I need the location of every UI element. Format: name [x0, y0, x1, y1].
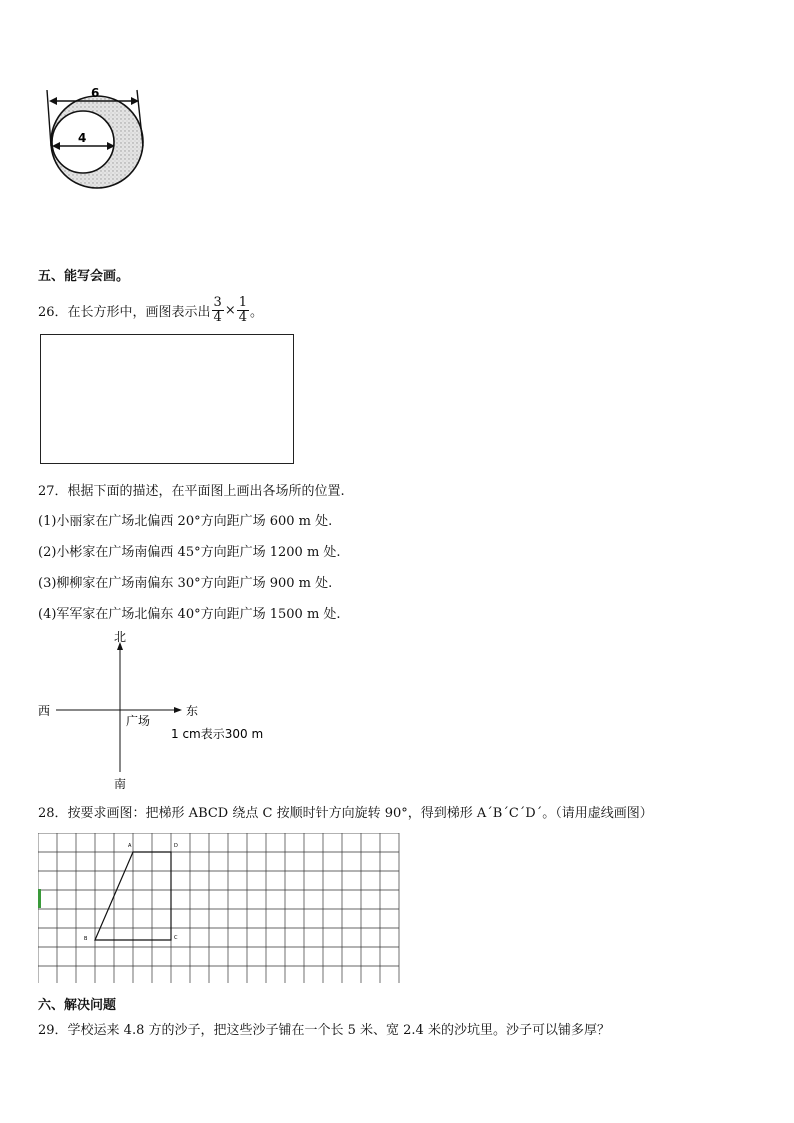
east-arrow-head	[174, 707, 182, 713]
north-label: 北	[114, 630, 127, 644]
fraction-denominator: 4	[238, 310, 248, 325]
q27-item-2: (2)小彬家在广场南偏西 45°方向距广场 1200 m 处.	[38, 545, 341, 560]
fraction-1-4	[237, 296, 249, 325]
question-28-title: 28．按要求画图：把梯形 ABCD 绕点 C 按顺时针方向旋转 90°，得到梯形 A´B´C´D´。（请用虚线画图）	[38, 806, 653, 821]
q26-suffix: 。	[250, 305, 264, 320]
outer-diameter-label: 6	[91, 86, 100, 100]
question-26	[38, 296, 263, 325]
south-label: 南	[114, 777, 127, 791]
point-c-label: C	[174, 935, 178, 941]
question-29: 29．学校运来 4.8 方的沙子，把这些沙子铺在一个长 5 米、宽 2.4 米的沙坑里。沙子可以铺多厚？	[38, 1023, 610, 1038]
compass-diagram	[30, 628, 270, 794]
times-sign: ×	[224, 303, 236, 318]
q27-item-3: (3)柳柳家在广场南偏东 30°方向距广场 900 m 处.	[38, 576, 333, 591]
fraction-3-4	[212, 296, 224, 325]
point-d-label: D	[174, 843, 178, 849]
outer-arrow-left-head	[49, 97, 57, 105]
inner-diameter-label: 4	[78, 131, 87, 145]
question-27-title: 27．根据下面的描述，在平面图上画出各场所的位置.	[38, 484, 345, 499]
ring-figure	[40, 82, 160, 204]
grid-lines	[38, 833, 399, 983]
point-a-label: A	[128, 843, 132, 849]
q27-item-1: (1)小丽家在广场北偏西 20°方向距广场 600 m 处.	[38, 514, 333, 529]
q26-prefix: 26．在长方形中，画图表示出	[38, 305, 211, 320]
fraction-denominator: 4	[213, 310, 222, 325]
q27-item-4: (4)军军家在广场北偏东 40°方向距广场 1500 m 处.	[38, 607, 341, 622]
grid-highlight-cell	[38, 889, 41, 908]
outer-vertical-left	[47, 90, 51, 146]
plaza-label: 广场	[126, 714, 151, 728]
fraction-numerator: 1	[238, 295, 248, 310]
scale-label: 1 cm表示300 m	[171, 727, 264, 741]
section-5-title: 五、能写会画。	[38, 269, 130, 284]
fraction-numerator: 3	[213, 295, 222, 310]
east-label: 东	[186, 704, 199, 718]
answer-rectangle[interactable]	[40, 334, 294, 464]
grid-figure	[38, 833, 400, 983]
west-label: 西	[38, 704, 51, 718]
point-b-label: B	[84, 936, 88, 942]
section-6-title: 六、解决问题	[38, 998, 117, 1013]
